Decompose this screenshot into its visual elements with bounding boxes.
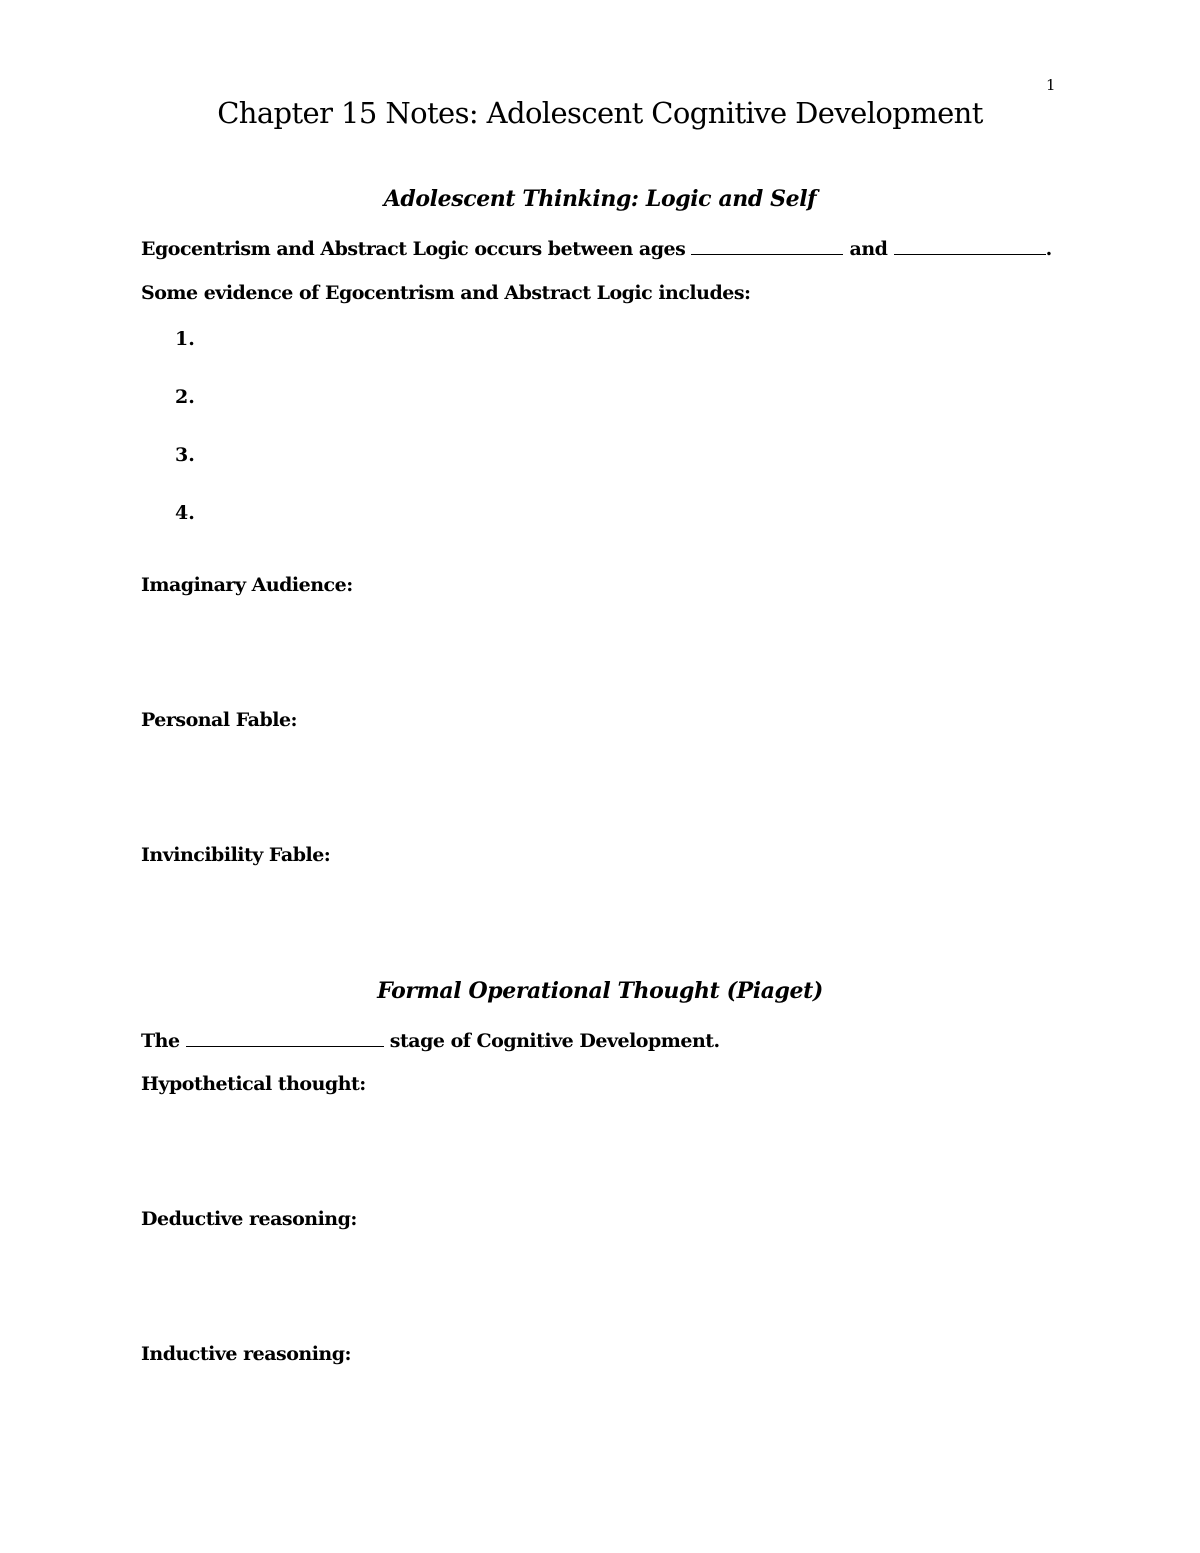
evidence-list-item-2: 2.	[175, 386, 195, 408]
ages-line-prefix: Egocentrism and Abstract Logic occurs between ages	[141, 238, 686, 260]
page-title: Chapter 15 Notes: Adolescent Cognitive Development	[217, 96, 983, 130]
ages-line-middle: and	[849, 238, 888, 260]
personal-fable-label: Personal Fable:	[141, 709, 298, 731]
imaginary-audience-label: Imaginary Audience:	[141, 574, 353, 596]
ages-line-suffix: .	[1045, 238, 1052, 260]
stage-line	[141, 1029, 720, 1052]
deductive-reasoning-label: Deductive reasoning:	[141, 1208, 357, 1230]
invincibility-fable-label: Invincibility Fable:	[141, 844, 331, 866]
stage-line-prefix: The	[141, 1030, 180, 1052]
hypothetical-thought-label: Hypothetical thought:	[141, 1073, 366, 1095]
stage-line-suffix: stage of Cognitive Development.	[389, 1030, 720, 1052]
evidence-intro: Some evidence of Egocentrism and Abstract Logic includes:	[141, 282, 751, 304]
page-number: 1	[1046, 76, 1056, 94]
age-blank-2[interactable]	[894, 237, 1046, 255]
inductive-reasoning-label: Inductive reasoning:	[141, 1343, 352, 1365]
section-heading-formal-operational: Formal Operational Thought (Piaget)	[377, 978, 823, 1004]
evidence-list-item-1: 1.	[175, 328, 195, 350]
evidence-list-item-3: 3.	[175, 444, 195, 466]
ages-line	[141, 237, 1052, 260]
age-blank-1[interactable]	[691, 237, 843, 255]
evidence-list-item-4: 4.	[175, 502, 195, 524]
stage-blank[interactable]	[186, 1029, 384, 1047]
section-heading-adolescent-thinking: Adolescent Thinking: Logic and Self	[383, 186, 817, 212]
